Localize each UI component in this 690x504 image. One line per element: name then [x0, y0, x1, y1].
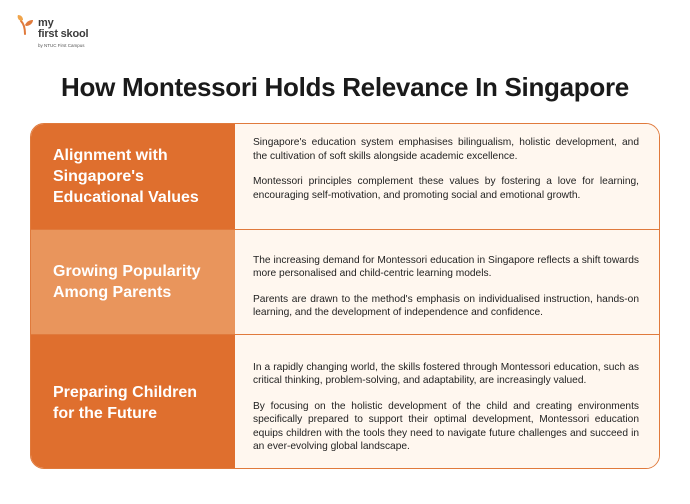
- table-row: [31, 334, 659, 469]
- logo-line-1: my: [38, 17, 54, 29]
- relevance-table: [30, 123, 660, 469]
- row-paragraph: In a rapidly changing world, the skills fostered through Montessori education, such as critical thinking, problem-solving, and adaptability, are increasingly valued.: [253, 361, 639, 386]
- row-label: Preparing Children for the Future: [31, 335, 235, 469]
- logo-wordmark: [38, 18, 88, 40]
- table-row: [31, 229, 659, 334]
- row-body: [235, 230, 659, 334]
- row-paragraph: Montessori principles complement these values by fostering a love for learning, encouraging self-motivation, and promoting social and emotional growth.: [253, 176, 639, 201]
- row-label: Growing Popularity Among Parents: [31, 230, 235, 334]
- logo-tagline: by NTUC First Campus: [38, 43, 85, 48]
- page-title: How Montessori Holds Relevance In Singapore: [61, 72, 629, 102]
- row-paragraph: Singapore's education system emphasises bilingualism, holistic development, and the cultivation of soft skills alongside academic excellence.: [253, 137, 639, 162]
- row-body: [235, 335, 659, 469]
- logo: [16, 12, 96, 52]
- row-paragraph: By focusing on the holistic development of the child and creating environments specifically prepared to support their optimal development, Montessori education equips children with the tools they need to navigate future challenges and succeed in an ever-evolving global landscape.: [253, 400, 639, 452]
- row-paragraph: Parents are drawn to the method's emphasis on individualised instruction, hands-on learning, and the development of independence and confidence.: [253, 293, 639, 318]
- row-label: Alignment with Singapore's Educational Values: [31, 124, 235, 229]
- table-row: [31, 124, 659, 229]
- row-paragraph: The increasing demand for Montessori education in Singapore reflects a shift towards more personalised and child-centric learning models.: [253, 254, 639, 279]
- row-body: [235, 124, 659, 229]
- logo-line-2: first skool: [38, 28, 89, 40]
- sprout-icon: [16, 14, 38, 36]
